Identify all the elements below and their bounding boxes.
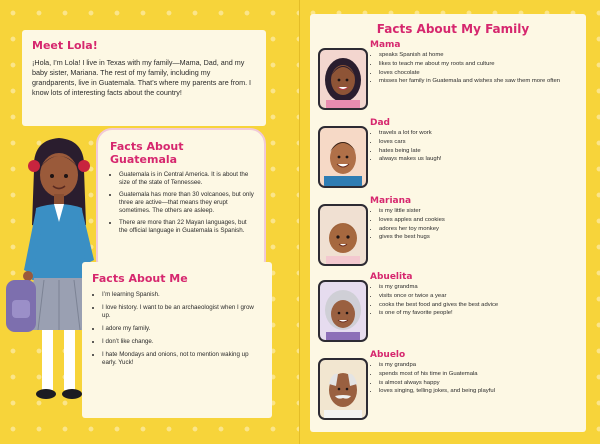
mariana-portrait [318, 204, 368, 266]
meet-lola-text: ¡Hola, I’m Lola! I live in Texas with my family—Mama, Dad, and my baby sister, Mariana. The rest of my family, including my grandparents, live in Guatemala. That’s where my parents are from. I know lots of interesting facts about the country! [32, 58, 252, 97]
list-item: • I don’t like change. [102, 338, 262, 346]
list-item: • I hate Mondays and onions, not to mention waking up early. Yuck! [102, 351, 262, 367]
list-item: • always makes us laugh! [379, 156, 579, 163]
guatemala-facts-title: Facts About Guatemala [110, 140, 184, 166]
member-facts-list [370, 130, 579, 165]
member-facts-list [370, 362, 579, 397]
facts-about-me-card [82, 262, 272, 418]
list-item: • I love history. I want to be an archaeologist when I grow up. [102, 304, 262, 320]
member-facts-list [370, 208, 579, 243]
list-item: • spends most of his time in Guatemala [379, 371, 579, 378]
list-item: • is one of my favorite people! [379, 310, 579, 317]
list-item: • is my little sister [379, 208, 579, 215]
member-name: Dad [370, 118, 390, 128]
mama-portrait [318, 48, 368, 110]
member-facts-list [370, 284, 579, 319]
list-item: • I’m learning Spanish. [102, 291, 262, 299]
abuelo-portrait [318, 358, 368, 420]
member-name: Abuelo [370, 350, 406, 360]
list-item: • cooks the best food and gives the best advice [379, 302, 579, 309]
list-item: • travels a lot for work [379, 130, 579, 137]
list-item: • is my grandpa [379, 362, 579, 369]
facts-about-me-list [92, 291, 262, 367]
list-item: • Guatemala is in Central America. It is about the size of the state of Tennessee. [119, 171, 254, 187]
guatemala-facts-card [96, 128, 266, 276]
list-item: • is my grandma [379, 284, 579, 291]
list-item: • visits once or twice a year [379, 293, 579, 300]
list-item: • loves singing, telling jokes, and being playful [379, 388, 579, 395]
list-item: • adores her toy monkey [379, 226, 579, 233]
member-name: Abuelita [370, 272, 413, 282]
list-item: • misses her family in Guatemala and wishes she saw them more often [379, 78, 579, 85]
member-name: Mama [370, 40, 401, 50]
meet-lola-card [22, 30, 266, 126]
member-facts-list [370, 52, 579, 87]
facts-about-me-title: Facts About Me [92, 272, 188, 285]
list-item: • hates being late [379, 148, 579, 155]
list-item: • I adore my family. [102, 325, 262, 333]
list-item: • gives the best hugs [379, 234, 579, 241]
family-facts-card [310, 14, 586, 432]
list-item: • There are more than 22 Mayan languages, but the official language in Guatemala is Spanish. [119, 219, 254, 235]
list-item: • loves apples and cookies [379, 217, 579, 224]
list-item: • loves cars [379, 139, 579, 146]
dad-portrait [318, 126, 368, 188]
family-facts-title: Facts About My Family [376, 22, 530, 36]
list-item: • speaks Spanish at home [379, 52, 579, 59]
abuelita-portrait [318, 280, 368, 342]
right-page [300, 0, 600, 444]
list-item: • Guatemala has more than 30 volcanoes, but only three are active—that means they erupt sometimes. The others are asleep. [119, 191, 254, 215]
list-item: • is almost always happy [379, 380, 579, 387]
list-item: • loves chocolate [379, 70, 579, 77]
guatemala-facts-list [110, 171, 254, 235]
list-item: • likes to teach me about my roots and culture [379, 61, 579, 68]
member-name: Mariana [370, 196, 412, 206]
meet-lola-title: Meet Lola! [32, 39, 98, 52]
